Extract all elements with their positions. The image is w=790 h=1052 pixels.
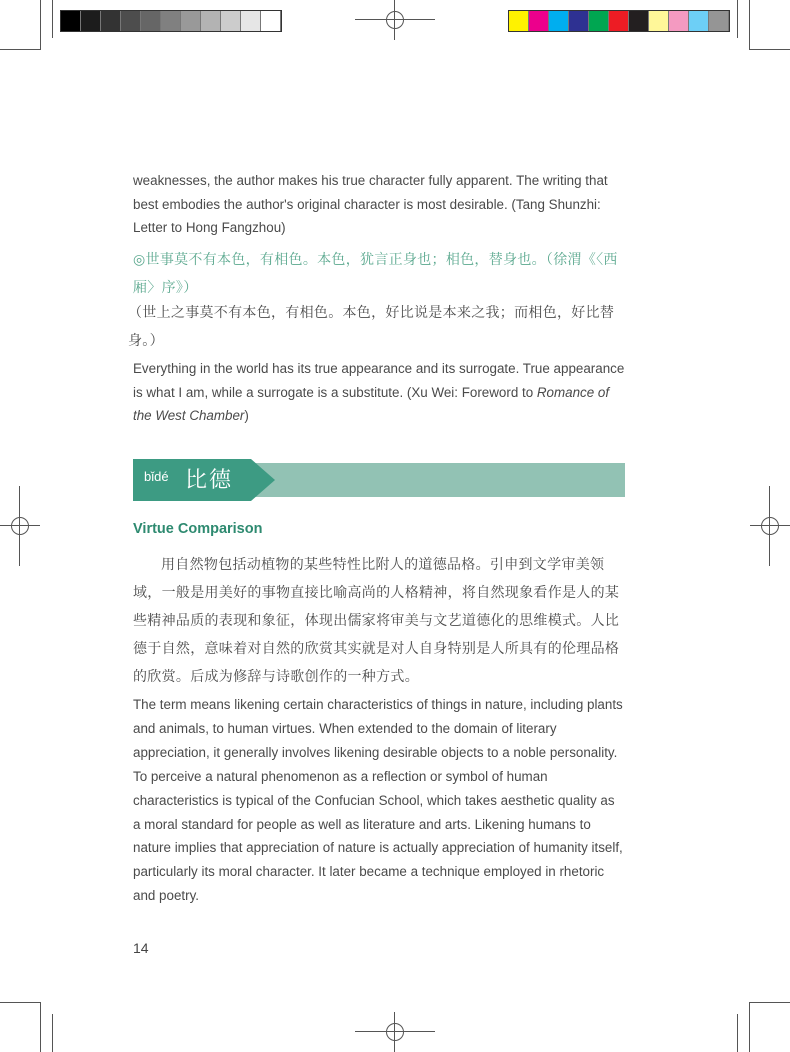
crop-mark-tl-v2 [52, 0, 53, 38]
crop-mark-br-v2 [737, 1014, 738, 1052]
color-swatch [569, 11, 589, 31]
gray-swatch [221, 11, 241, 31]
quote-english-2-end: ) [244, 408, 249, 423]
color-calibration-strip [508, 10, 730, 32]
gray-swatch [81, 11, 101, 31]
gray-swatch [141, 11, 161, 31]
registration-line-bottom [355, 1031, 435, 1032]
crop-mark-tl-h [0, 49, 40, 50]
term-hanzi: 比德 [185, 468, 234, 493]
crop-mark-bl-v [40, 1002, 41, 1052]
crop-mark-bl-h [0, 1002, 40, 1003]
crop-mark-tr-v [749, 0, 750, 50]
crop-mark-br-v [749, 1002, 750, 1052]
color-swatch [549, 11, 569, 31]
color-swatch [509, 11, 529, 31]
registration-line-top [355, 19, 435, 20]
color-swatch [689, 11, 709, 31]
grayscale-calibration-strip [60, 10, 282, 32]
term-banner [133, 463, 625, 497]
color-swatch [589, 11, 609, 31]
crop-mark-tr-v2 [737, 0, 738, 38]
registration-mark-top [375, 0, 415, 40]
registration-mark-right [750, 506, 790, 546]
registration-mark-bottom [375, 1012, 415, 1052]
gray-swatch [61, 11, 81, 31]
definition-english: The term means likening certain characteristics of things in nature, including plants and animals, to human virtues. When extended to the domain of literary appreciation, it generally involves likening desirable objects to a noble personality. To perceive a natural phenomenon as a reflection or symbol of human characteristics is typical of the Confucian School, which takes aesthetic quality as a moral standard for people as well as literature and arts. Likening humans to nature implies that appreciation of nature is actually appreciation of humanity itself, particularly its moral character. It later became a technique employed in rhetoric and poetry. [133, 697, 623, 904]
gray-swatch [161, 11, 181, 31]
quote-chinese-original: ◎世事莫不有本色，有相色。本色，犹言正身也；相色，替身也。（徐渭《〈西厢〉序》） [133, 252, 618, 296]
quote-english-2-text: Everything in the world has its true appearance and its surrogate. True appearance is what I am, while a surrogate is a substitute. (Xu Wei: Foreword to [133, 361, 625, 400]
crop-mark-tr-h [750, 49, 790, 50]
registration-line-right [769, 486, 770, 566]
gray-swatch [121, 11, 141, 31]
gray-swatch [101, 11, 121, 31]
registration-line-left [19, 486, 20, 566]
color-swatch [609, 11, 629, 31]
gray-swatch [261, 11, 281, 31]
color-swatch [629, 11, 649, 31]
crop-mark-br-h [750, 1002, 790, 1003]
quote-english-2 [133, 357, 625, 428]
crop-mark-tl-v [40, 0, 41, 50]
definition-chinese: 用自然物包括动植物的某些特性比附人的道德品格。引申到文学审美领域，一般是用美好的事物直接比喻高尚的人格精神，将自然现象看作是人的某些精神品质的表现和象征，体现出儒家将审美与文艺道德化的思维模式。人比德于自然，意味着对自然的欣赏其实就是对人自身特别是人所具有的伦理品格的欣赏。后成为修辞与诗歌创作的一种方式。 [133, 557, 620, 685]
color-swatch [649, 11, 669, 31]
registration-mark-left [0, 506, 40, 546]
quote-english-1: weaknesses, the author makes his true character fully apparent. The writing that best embodies the author's original character is most desirable. (Tang Shunzhi: Letter to Hong Fangzhou) [133, 173, 608, 235]
gray-swatch [241, 11, 261, 31]
gray-swatch [201, 11, 221, 31]
quote-english-2-title: Romance of the West Chamber [133, 384, 610, 423]
color-swatch [669, 11, 689, 31]
color-swatch [709, 11, 729, 31]
color-swatch [529, 11, 549, 31]
term-pinyin: bǐdé [144, 469, 169, 484]
crop-mark-bl-v2 [52, 1014, 53, 1052]
term-english-heading: Virtue Comparison [133, 521, 263, 537]
gray-swatch [181, 11, 201, 31]
quote-chinese-modern: （世上之事莫不有本色，有相色。本色，好比说是本来之我；而相色，好比替身。） [128, 305, 615, 349]
page-number: 14 [133, 940, 149, 956]
